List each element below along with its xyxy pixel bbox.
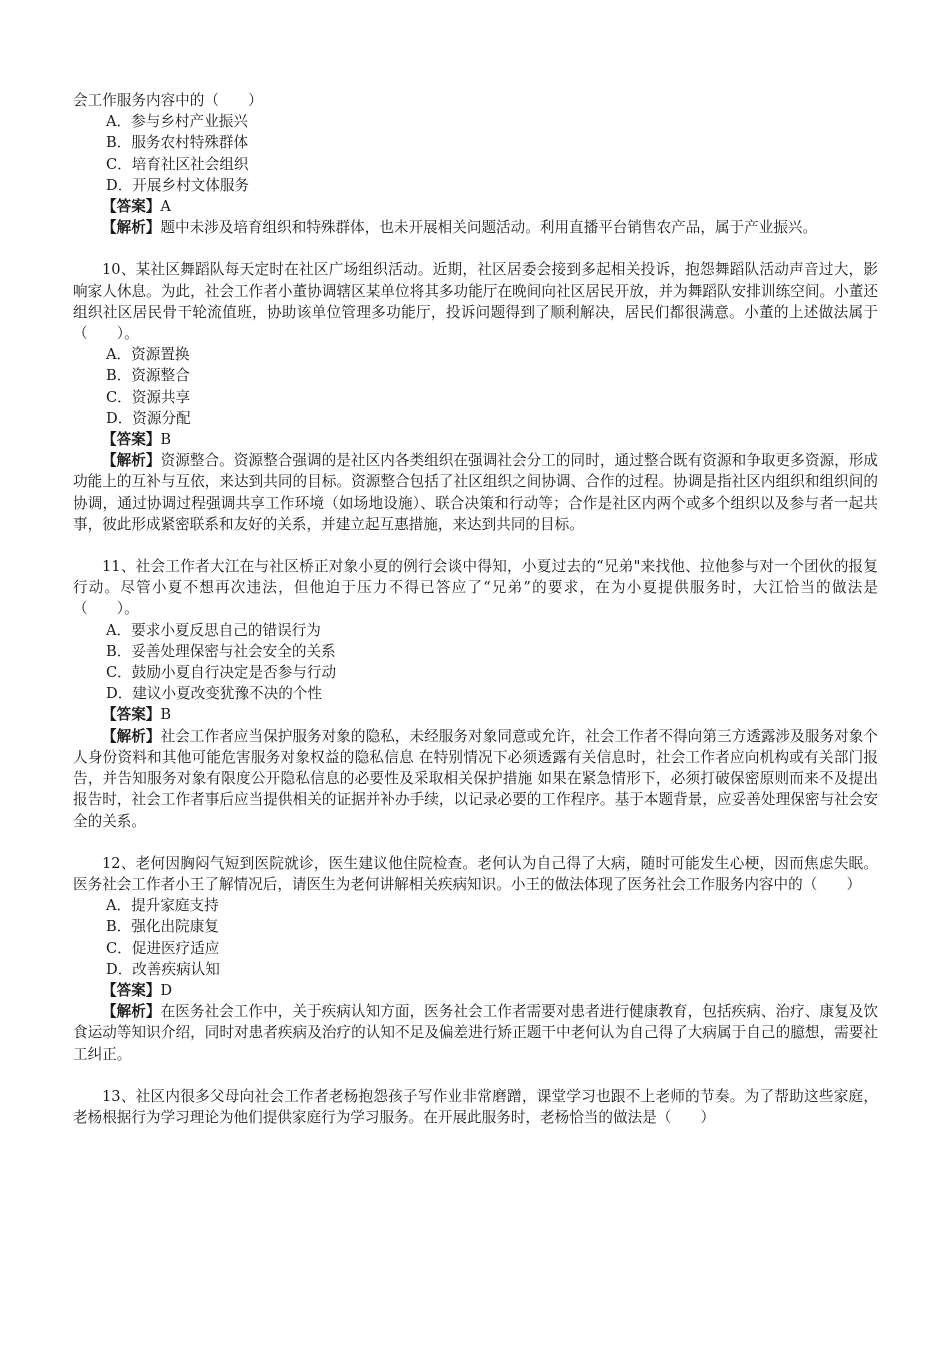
explanation-text: 在医务社会工作中，关于疾病认知方面，医务社会工作者需要对患者进行健康教育，包括疾病、治疗、康复及饮食运动等知识介绍，同时对患者疾病及治疗的认知不足及偏差进行矫正题干中老何认为自己得了大病属于自己的臆想，需要社工纠正。 [73, 1003, 878, 1063]
answer-label: 【答案】 [102, 431, 161, 449]
option-d: D．开展乡村文体服务 [106, 176, 250, 194]
question-stem: 12、老何因胸闷气短到医院就诊，医生建议他住院检查。老何认为自己得了大病，随时可能发生心梗，因而焦虑失眠。医务社会工作者小王了解情况后，请医生为老何讲解相关疾病知识。小王的做法体现了医务社会工作服务内容中的（ ） [73, 854, 878, 893]
answer-label: 【答案】 [102, 981, 161, 999]
option-b: B．妥善处理保密与社会安全的关系 [106, 642, 336, 660]
option-b: B．资源整合 [106, 367, 190, 385]
answer-label: 【答案】 [102, 706, 161, 724]
option-c: C．促进医疗适应 [106, 939, 220, 957]
option-a: A．提升家庭支持 [106, 897, 219, 915]
explanation-label: 【解析】 [102, 219, 161, 237]
answer-value: A [160, 198, 171, 216]
answer-value: B [160, 706, 172, 724]
option-b: B．服务农村特殊群体 [106, 134, 249, 152]
question-stem: 10、某社区舞蹈队每天定时在社区广场组织活动。近期，社区居委会接到多起相关投诉，抱怨舞蹈队活动声音过大，影响家人休息。为此，社会工作者小董协调辖区某单位将其多功能厅在晚间向社区居民开放，并为舞蹈队安排训练空间。小董还组织社区居民骨干轮流值班，协助该单位管理多功能厅，投诉问题得到了顺利解决，居民们都很满意。小董的上述做法属于（ ）。 [73, 261, 878, 343]
explanation [73, 1001, 878, 1065]
question-stem: 会工作服务内容中的（ ） [73, 92, 263, 109]
question-stem: 11、社会工作者大江在与社区桥正对象小夏的例行会谈中得知，小夏过去的“兄弟"来找他、拉他参与对一个团伙的报复行动。尽管小夏不想再次违法，但他迫于压力不得已答应了“兄弟”的要求，在为小夏提供服务时，大江恰当的做法是（ ）。 [73, 558, 878, 618]
answer [73, 429, 878, 450]
question-12 [73, 853, 878, 1065]
question-13 [73, 1086, 878, 1128]
question-9 [73, 90, 878, 238]
option-d: D．改善疾病认知 [106, 960, 220, 978]
option-a: A．要求小夏反思自己的错误行为 [106, 621, 321, 639]
explanation [73, 450, 878, 535]
explanation-text: 社会工作者应当保护服务对象的隐私，未经服务对象同意或允许，社会工作者不得向第三方透露涉及服务对象个人身份资料和其他可能危害服务对象权益的隐私信息 在特别情况下必须透露有关信息时，社会工作者应向机构或有关部门报告，并告知服务对象有限度公开隐私信息的必要性及采取相关保护措施 如果在紧急情形下，必须打破保密原则而来不及提出报告时，社会工作者事后应当提供相关的证据并补办手续，以记录必要的工作程序。基于本题背景，应妥善处理保密与社会安全的关系。 [73, 727, 878, 830]
document-page [73, 90, 878, 1128]
option-b: B．强化出院康复 [106, 918, 219, 936]
answer-value: B [160, 431, 172, 449]
option-a: A．资源置换 [106, 346, 190, 364]
option-d: D．建议小夏改变犹豫不决的个性 [106, 685, 323, 703]
explanation-label: 【解析】 [102, 452, 161, 470]
explanation-text: 题中未涉及培育组织和特殊群体，也未开展相关问题活动。利用直播平台销售农产品，属于产业振兴。 [160, 219, 818, 237]
option-c: C．鼓励小夏自行决定是否参与行动 [106, 664, 337, 682]
option-c: C．资源共享 [106, 388, 191, 406]
answer [73, 980, 878, 1001]
option-d: D．资源分配 [106, 409, 191, 427]
explanation [73, 726, 878, 832]
answer [73, 196, 878, 217]
option-a: A．参与乡村产业振兴 [106, 113, 248, 131]
question-stem: 13、社区内很多父母向社会工作者老杨抱怨孩子写作业非常磨蹭，课堂学习也跟不上老师的节奏。为了帮助这些家庭，老杨根据行为学习理论为他们提供家庭行为学习服务。在开展此服务时，老杨恰当的做法是（ ） [73, 1087, 878, 1126]
explanation-text: 资源整合。资源整合强调的是社区内各类组织在强调社会分工的同时，通过整合既有资源和争取更多资源，形成功能上的互补与互依，来达到共同的目标。资源整合包括了社区组织之间协调、合作的过程。协调是指社区内组织和组织间的协调，通过协调过程强调共享工作环境（如场地设施）、联合决策和行动等；合作是社区内两个或多个组织以及参与者一起共事，彼此形成紧密联系和友好的关系，并建立起互惠措施，来达到共同的目标。 [73, 452, 878, 533]
explanation [73, 217, 878, 238]
question-11 [73, 556, 878, 832]
explanation-label: 【解析】 [102, 727, 161, 745]
answer [73, 704, 878, 725]
option-c: C．培育社区社会组织 [106, 155, 249, 173]
answer-value: D [160, 981, 173, 999]
explanation-label: 【解析】 [102, 1003, 161, 1021]
question-10 [73, 259, 878, 535]
answer-label: 【答案】 [102, 198, 161, 216]
